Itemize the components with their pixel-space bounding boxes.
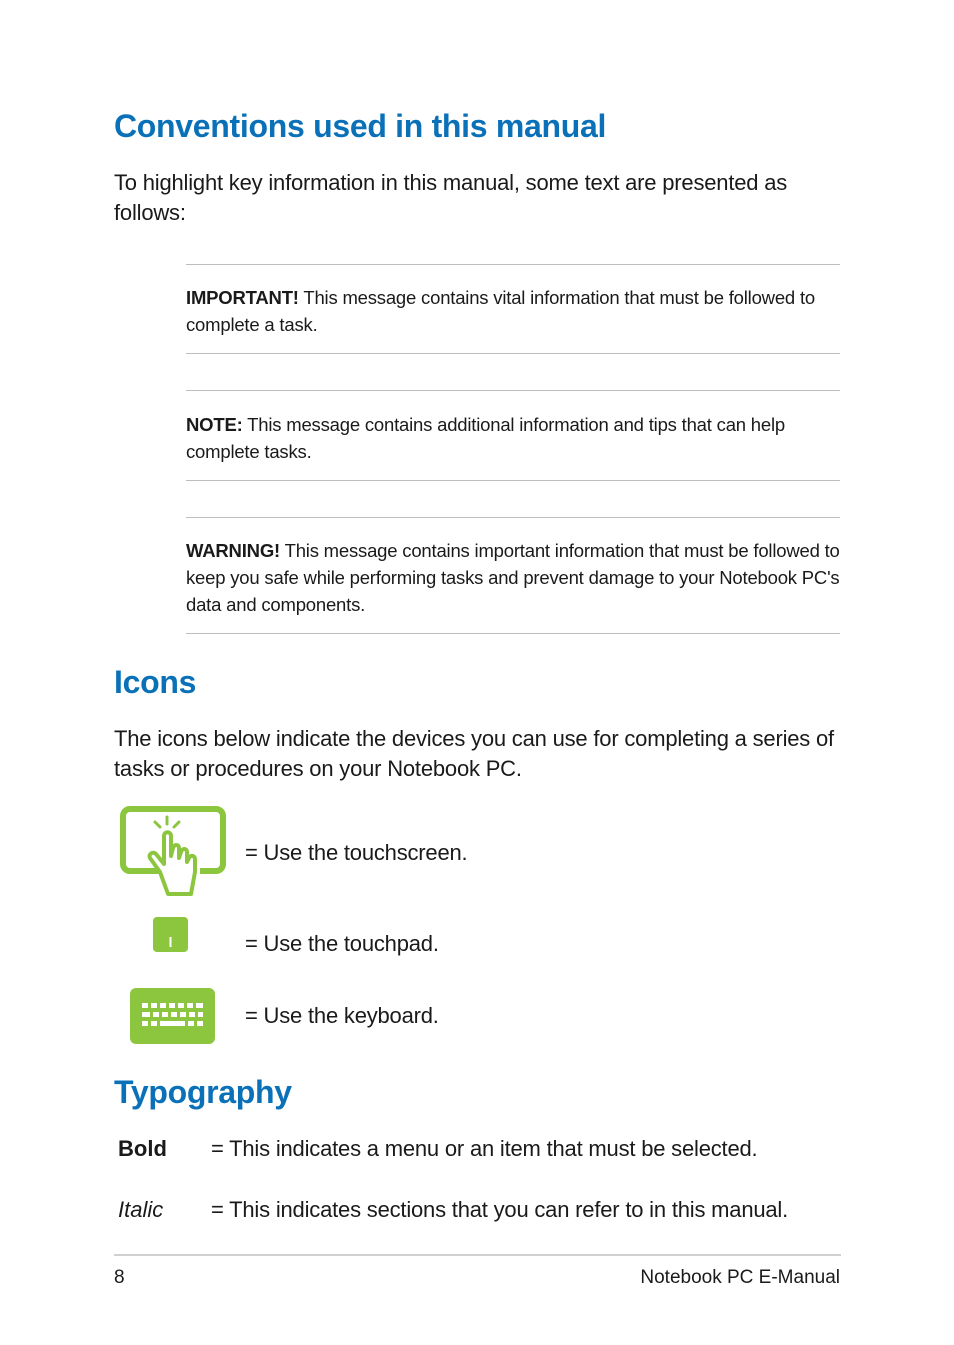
keyboard-icon <box>130 988 216 1045</box>
icons-heading: Icons <box>114 664 197 700</box>
important-label: IMPORTANT! <box>186 287 299 308</box>
divider <box>186 390 840 391</box>
divider <box>186 264 840 265</box>
divider <box>186 517 840 518</box>
keyboard-label: = Use the keyboard. <box>245 1003 439 1028</box>
divider <box>186 353 840 354</box>
note-note <box>186 411 840 465</box>
divider <box>186 633 840 634</box>
typography-bold-term: Bold <box>118 1136 167 1161</box>
warning-text: This message contains important information that must be followed to keep you safe while performing tasks and prevent damage to your Notebook PC's data and components. <box>186 540 840 615</box>
touchpad-icon <box>153 917 189 953</box>
touchscreen-label: = Use the touchscreen. <box>245 840 468 865</box>
footer-title: Notebook PC E-Manual <box>640 1267 840 1288</box>
icons-intro: The icons below indicate the devices you can use for completing a series of tasks or procedures on your Notebook PC. <box>114 726 834 781</box>
typography-bold-desc: = This indicates a menu or an item that must be selected. <box>211 1136 758 1161</box>
warning-label: WARNING! <box>186 540 280 561</box>
conventions-intro: To highlight key information in this manual, some text are presented as follows: <box>114 170 788 225</box>
typography-heading: Typography <box>114 1074 292 1110</box>
typography-italic-term: Italic <box>118 1197 164 1222</box>
footer-divider <box>114 1254 841 1256</box>
typography-italic-desc: = This indicates sections that you can refer to in this manual. <box>211 1197 789 1222</box>
note-text: This message contains additional information and tips that can help complete tasks. <box>186 414 785 462</box>
touchscreen-icon <box>120 806 226 898</box>
conventions-heading: Conventions used in this manual <box>114 108 607 144</box>
important-note <box>186 284 840 338</box>
page-number: 8 <box>114 1267 125 1288</box>
note-label: NOTE: <box>186 414 243 435</box>
touchpad-label: = Use the touchpad. <box>245 931 439 956</box>
important-text: This message contains vital information that must be followed to complete a task. <box>186 287 815 335</box>
warning-note <box>186 537 840 618</box>
divider <box>186 480 840 481</box>
